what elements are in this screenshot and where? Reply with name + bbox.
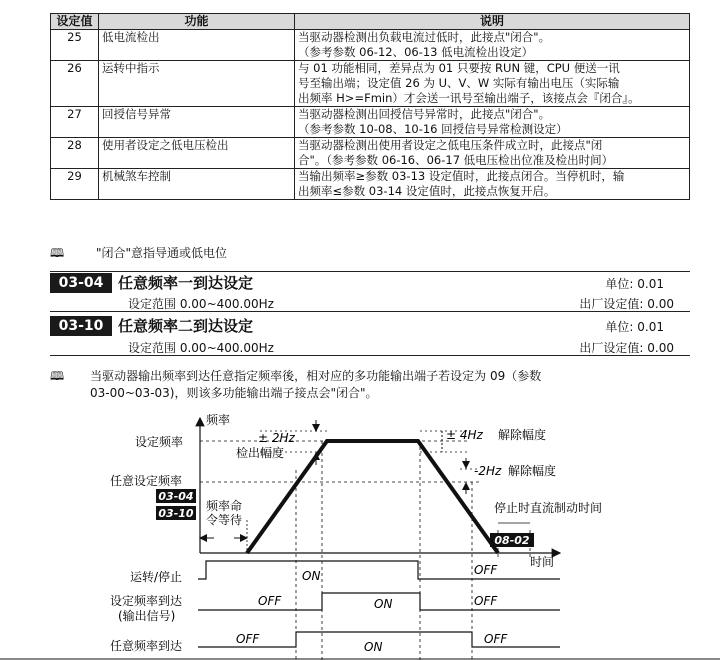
table-row [51, 138, 690, 169]
desc-line: 当驱动器检测出负载电流过低时，此接点"闭合"。 [298, 30, 551, 44]
param-range-row [50, 295, 690, 312]
desc-line: 出频率≤参数 03-14 设定值时，此接点恢复开启。 [298, 184, 556, 198]
run-on: ON [302, 569, 321, 583]
param-default: 出厂设定值: 0.00 [579, 341, 674, 355]
row-function: 回授信号异常 [99, 107, 295, 138]
run-off: OFF [474, 563, 498, 577]
function-table [50, 13, 690, 200]
param-range [128, 339, 274, 356]
row-function: 低电流检出 [99, 30, 295, 61]
set-reached-label-2: (输出信号) [118, 609, 176, 623]
detect-width-label: 检出幅度 [236, 446, 285, 460]
release-width-2: 解除幅度 [508, 464, 557, 478]
range-value: 0.00~400.00Hz [179, 297, 274, 311]
divider [50, 271, 690, 272]
row-function: 运转中指示 [99, 61, 295, 107]
tag-08-02: 08-02 [494, 534, 530, 547]
note-text: 当驱动器输出频率到达任意指定频率後，相对应的多功能输出端子若设定为 09（参数 [90, 369, 542, 383]
param-code: 03-10 [50, 316, 112, 336]
desc-line: （参考参数 06-12、06-13 低电流检出设定） [298, 45, 534, 59]
range-label: 设定范围 [128, 341, 177, 355]
row-function: 机械煞车控制 [99, 169, 295, 200]
desc-line: 合"。（参考参数 06-16、06-17 低电压检出位准及检出时间） [298, 153, 614, 167]
set-off-1: OFF [258, 594, 282, 608]
set-reached-label-1: 设定频率到达 [110, 594, 183, 608]
run-stop-label: 运转/停止 [130, 570, 183, 584]
table-row [51, 169, 690, 200]
set-on: ON [374, 597, 393, 611]
param-title: 任意频率二到达设定 [118, 317, 254, 335]
any-off-2: OFF [484, 632, 508, 646]
wait-label-1: 频率命 [206, 499, 243, 513]
param-range [128, 295, 274, 312]
plus-minus-2hz: ± 2Hz [258, 431, 295, 445]
table-row [51, 61, 690, 107]
row-code: 25 [51, 30, 99, 61]
any-reached-label: 任意频率到达 [110, 639, 183, 653]
desc-line: 当输出频率≥参数 03-13 设定值时，此接点闭合。当停机时，输 [298, 169, 625, 183]
header-function: 功能 [99, 14, 295, 30]
row-description [295, 107, 690, 138]
frequency-curve [247, 441, 498, 553]
dc-brake-label: 停止时直流制动时间 [494, 501, 603, 515]
row-description [295, 61, 690, 107]
book-icon: 🕮 [50, 246, 65, 260]
row-code: 27 [51, 107, 99, 138]
param-default: 出厂设定值: 0.00 [579, 297, 674, 311]
set-off-2: OFF [474, 594, 498, 608]
tag-03-04: 03-04 [158, 490, 194, 503]
any-on: ON [364, 640, 383, 654]
header-code: 设定值 [51, 14, 99, 30]
set-freq-label: 设定频率 [135, 435, 184, 449]
note-text: "闭合"意指导通或低电位 [95, 246, 228, 260]
note-reach [50, 368, 690, 402]
row-function: 使用者设定之低电压检出 [99, 138, 295, 169]
row-description [295, 138, 690, 169]
desc-line: 与 01 功能相同，差异点为 01 只要按 RUN 键，CPU 便送一讯 [298, 61, 620, 75]
run-stop-signal [198, 561, 560, 579]
release-width-1: 解除幅度 [498, 428, 547, 442]
param-header [50, 273, 690, 293]
x-axis-label: 时间 [530, 555, 555, 569]
range-label: 设定范围 [128, 297, 177, 311]
param-code: 03-04 [50, 273, 112, 293]
plus-minus-4hz: ± 4Hz [446, 428, 483, 442]
desc-line: 出频率 H>=Fmin）才会送一讯号至输出端子，该接点会『闭合』。 [298, 91, 640, 105]
note-text: 03-00~03-03)，则该多功能输出端子接点会"闭合"。 [90, 386, 378, 400]
range-value: 0.00~400.00Hz [179, 341, 274, 355]
desc-line: 当驱动器检测出回授信号异常时，此接点"闭合"。 [298, 107, 551, 121]
row-description [295, 30, 690, 61]
any-freq-label: 任意设定频率 [110, 474, 183, 488]
param-title: 任意频率一到达设定 [118, 274, 254, 292]
tag-03-10: 03-10 [158, 507, 194, 520]
desc-line: （参考参数 10-08、10-16 回授信号异常检测设定） [298, 122, 568, 136]
param-header [50, 316, 690, 336]
wait-label-2: 令等待 [206, 513, 243, 527]
row-code: 28 [51, 138, 99, 169]
table-row [51, 107, 690, 138]
row-code: 26 [51, 61, 99, 107]
y-axis-label: 频率 [206, 413, 231, 427]
param-unit: 单位: 0.01 [605, 320, 664, 334]
param-unit: 单位: 0.01 [605, 277, 664, 291]
row-code: 29 [51, 169, 99, 200]
note-closed [50, 244, 227, 265]
desc-line: 号至输出端；设定值 26 为 U、V、W 实际有输出电压（实际输 [298, 76, 620, 90]
table-row [51, 30, 690, 61]
minus-2hz: -2Hz [474, 464, 502, 478]
header-description: 说明 [295, 14, 690, 30]
desc-line: 当驱动器检测出使用者设定之低电压条件成立时，此接点"闭 [298, 138, 603, 152]
row-description [295, 169, 690, 200]
param-range-row [50, 339, 690, 356]
timing-diagram [0, 405, 720, 660]
book-icon: 🕮 [50, 369, 65, 383]
any-off-1: OFF [236, 632, 260, 646]
